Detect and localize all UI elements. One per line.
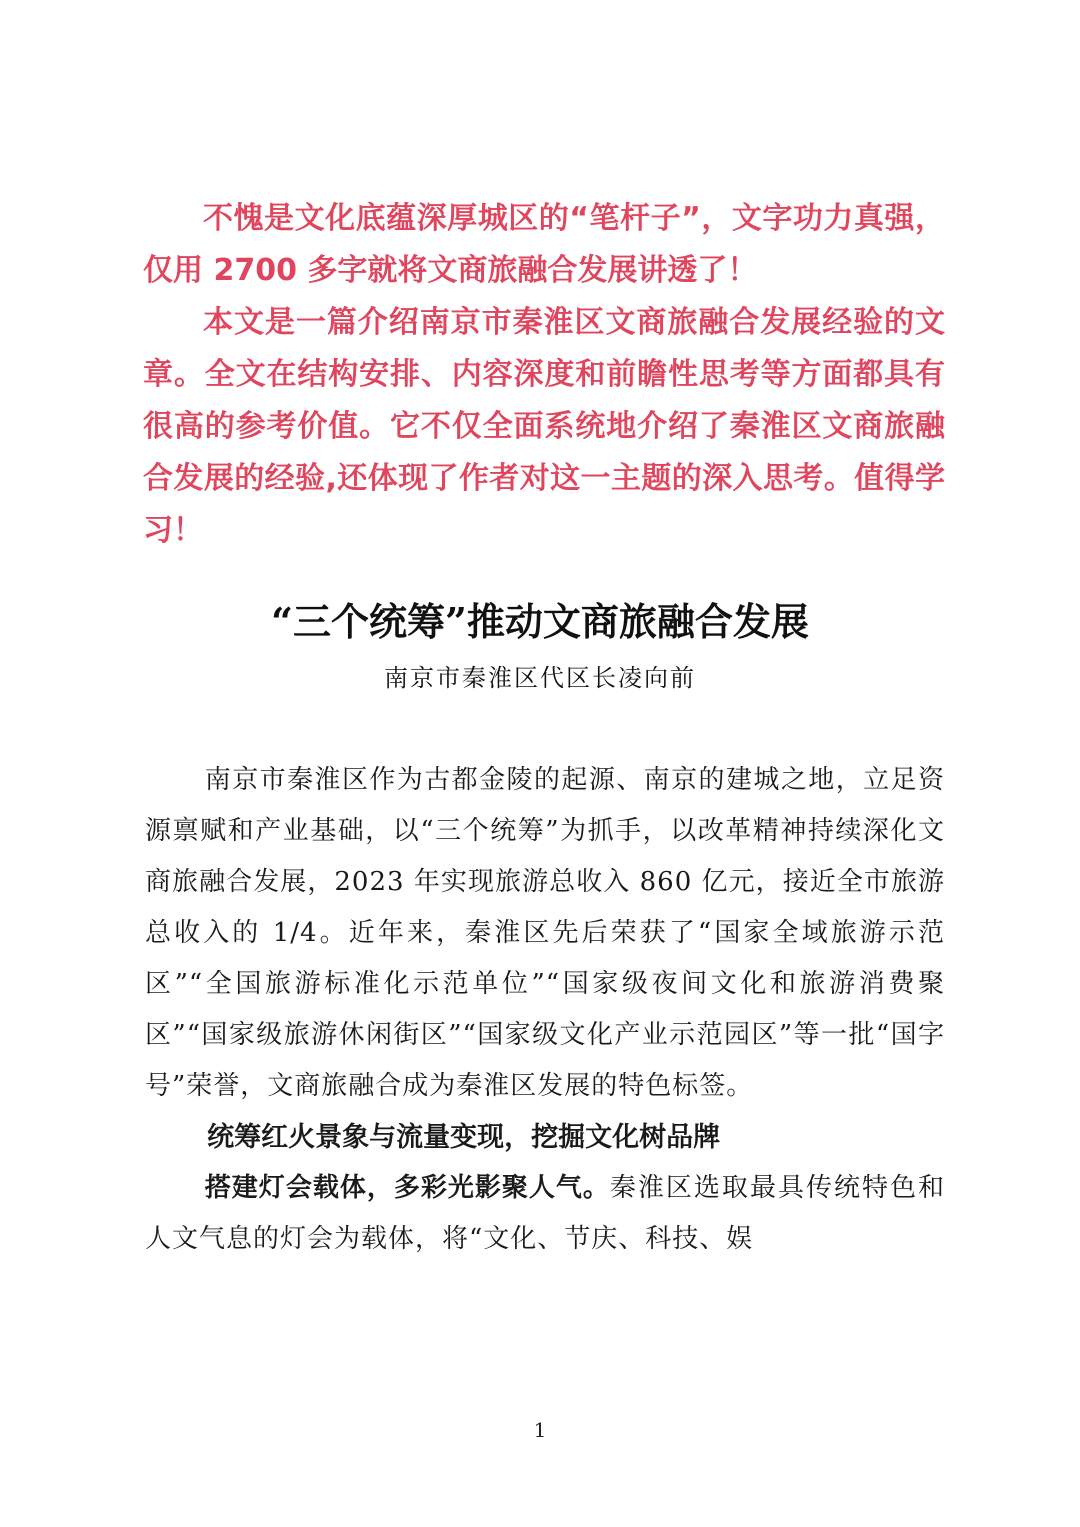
page-number: 1 — [533, 1418, 547, 1442]
body-paragraph-2 — [145, 1163, 945, 1265]
paragraph-lead: 搭建灯会载体，多彩光影聚人气。 — [204, 1173, 610, 1203]
editor-note-paragraph-1: 不愧是文化底蕴深厚城区的“笔杆子”，文字功力真强，仅用 2700 多字就将文商旅融合发展讲透了！ — [143, 201, 945, 288]
article-body — [145, 755, 945, 1265]
article-author: 南京市秦淮区代区长凌向前 — [384, 664, 696, 692]
article-title: “三个统筹”推动文商旅融合发展 — [271, 599, 809, 644]
body-paragraph-1: 南京市秦淮区作为古都金陵的起源、南京的建城之地，立足资源禀赋和产业基础，以“三个统筹”为抓手，以改革精神持续深化文商旅融合发展，2023 年实现旅游总收入 860 亿元，接近全市旅游总收入的 1/4。近年来，秦淮区先后荣获了“国家全域旅游示范区”“全国旅游标准化示范单位”“国家级夜间文化和旅游消费聚区”“国家级旅游休闲街区”“国家级文化产业示范园区”等一批“国字号”荣誉，文商旅融合成为秦淮区发展的特色标签。 — [145, 765, 945, 1101]
section-heading: 统筹红火景象与流量变现，挖掘文化树品牌 — [207, 1122, 721, 1153]
editor-note — [143, 193, 945, 557]
paragraph-text: 秦淮区选取最具传统特色和人文气息的灯会为载体，将“文化、节庆、科技、娱 — [145, 1173, 945, 1254]
editor-note-paragraph-2: 本文是一篇介绍南京市秦淮区文商旅融合发展经验的文章。全文在结构安排、内容深度和前瞻性思考等方面都具有很高的参考价值。它不仅全面系统地介绍了秦淮区文商旅融合发展的经验,还体现了作者对这一主题的深入思考。值得学习！ — [143, 305, 945, 548]
